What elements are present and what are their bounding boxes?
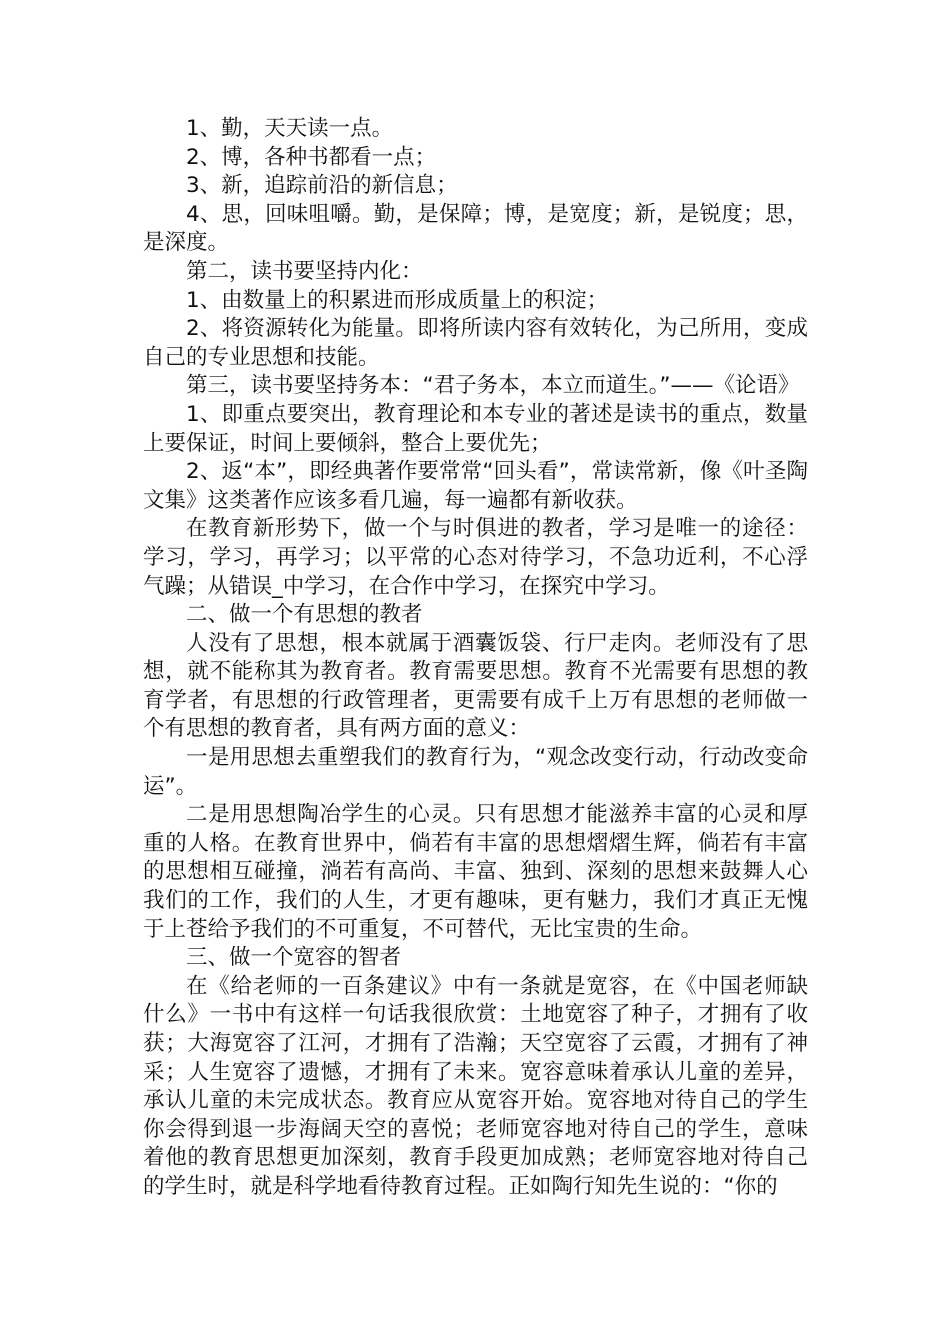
section-heading: 二、做一个有思想的教者 xyxy=(186,602,423,628)
paragraph: 二是用思想陶冶学生的心灵。只有思想才能滋养丰富的心灵和厚重的人格。在教育世界中，倘若有丰富的思想熠熠生辉，倘若有丰富的思想相互碰撞，淌若有高尚、丰富、独到、深刻的思想来鼓舞人心我们的工作，我们的人生，才更有趣味，更有魅力，我们才真正无愧于上苍给予我们的不可重复，不可替代，无比宝贵的生命。 xyxy=(143,802,808,942)
paragraph: 在教育新形势下，做一个与时俱进的教者，学习是唯一的途径：学习，学习，再学习；以平常的心态对待学习，不急功近利，不心浮气躁；从错误_中学习，在合作中学习，在探究中学习。 xyxy=(143,516,808,599)
paragraph: 3、新，追踪前沿的新信息； xyxy=(186,173,458,199)
paragraph: 人没有了思想，根本就属于酒囊饭袋、行尸走肉。老师没有了思想，就不能称其为教育者。教育需要思想。教育不光需要有思想的教育学者，有思想的行政管理者，更需要有成千上万有思想的老师做一个有思想的教育者，具有两方面的意义： xyxy=(143,630,808,742)
paragraph: 1、即重点要突出，教育理论和本专业的著述是读书的重点，数量上要保证，时间上要倾斜，整合上要优先； xyxy=(143,401,808,456)
paragraph: 2、返“本”，即经典著作要常常“回头看”，常读常新，像《叶圣陶文集》这类著作应该多看几遍，每一遍都有新收获。 xyxy=(143,459,808,513)
paragraph: 在《给老师的一百条建议》中有一条就是宽容，在《中国老师缺什么》一书中有这样一句话我很欣赏：土地宽容了种子，才拥有了收获；大海宽容了江河，才拥有了浩瀚；天空宽容了云霞，才拥有了神采；人生宽容了遗憾，才拥有了未来。宽容意味着承认儿童的差异，承认儿童的未完成状态。教育应从宽容开始。宽容地对待自己的学生你会得到退一步海阔天空的喜悦；老师宽容地对待自己的学生，意味着他的教育思想更加深刻，教育手段更加成熟；老师宽容地对待自己的学生时，就是科学地看待教育过程。正如陶行知先生说的：“你的 xyxy=(143,973,808,1199)
paragraph: 1、由数量上的积累进而形成质量上的积淀； xyxy=(186,287,609,313)
paragraph: 2、博，各种书都看一点； xyxy=(186,144,437,170)
document-body xyxy=(143,115,808,1202)
paragraph: 4、思，回味咀嚼。勤，是保障；博，是宽度；新，是锐度；思，是深度。 xyxy=(143,201,808,256)
paragraph: 2、将资源转化为能量。即将所读内容有效转化，为己所用，变成自己的专业思想和技能。 xyxy=(143,316,808,370)
section-subheading: 第三，读书要坚持务本：“君子务本，本立而道生。”——《论语》 xyxy=(186,373,800,399)
section-heading: 三、做一个宽容的智者 xyxy=(186,945,402,971)
paragraph: 一是用思想去重塑我们的教育行为，“观念改变行动，行动改变命运”。 xyxy=(143,745,808,799)
section-subheading: 第二，读书要坚持内化： xyxy=(186,258,423,284)
paragraph: 1、勤，天天读一点。 xyxy=(186,116,394,141)
